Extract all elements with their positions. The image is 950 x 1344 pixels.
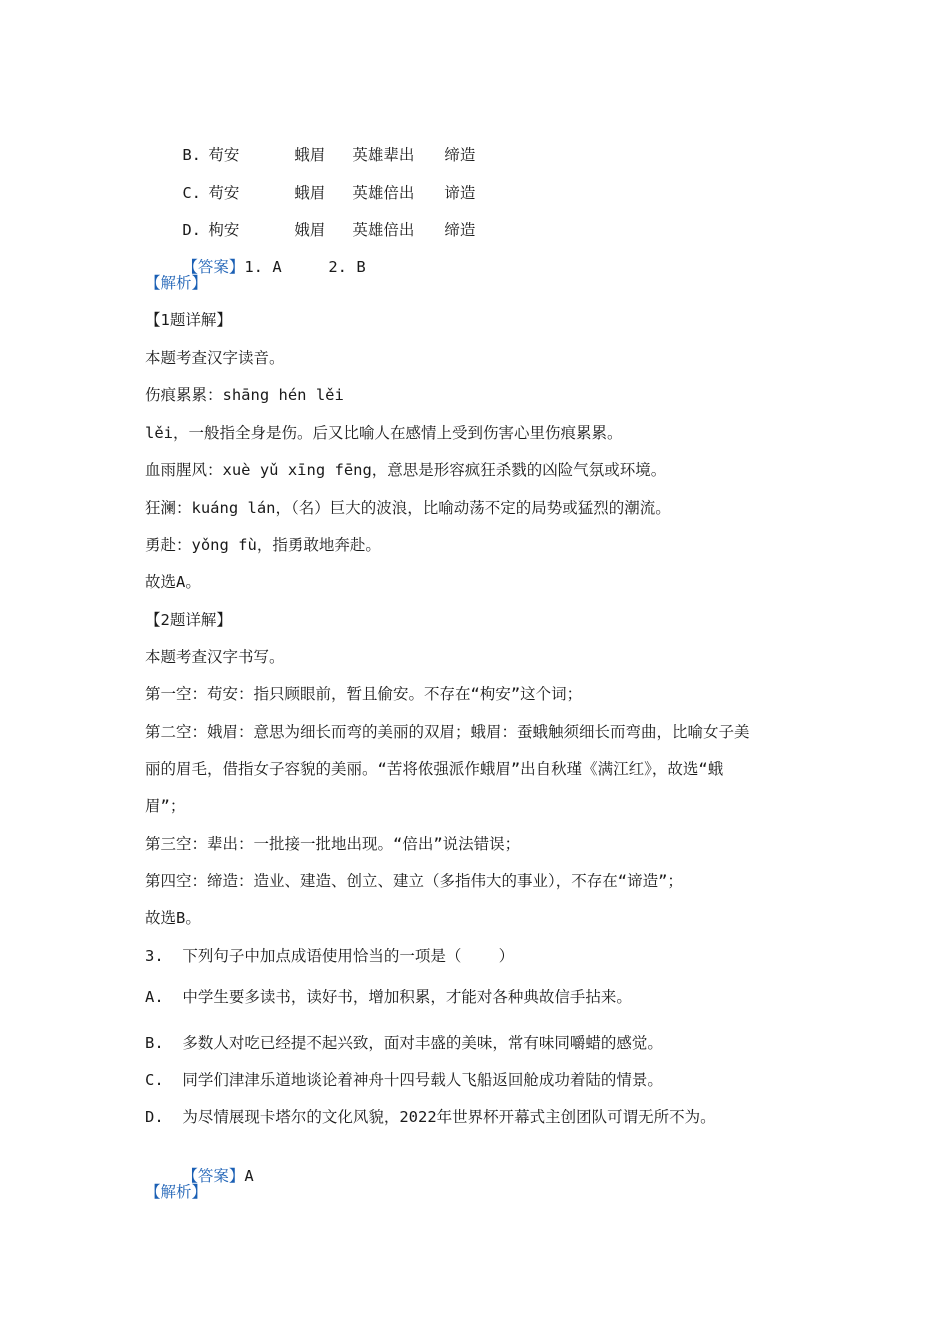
answer-tag: 【答案】 (182, 1167, 245, 1185)
detail-1-line: 勇赴：yǒng fù，指勇敢地奔赴。 (145, 536, 381, 554)
answer-text: A (244, 1167, 254, 1185)
analysis-tag: 【解析】 (145, 274, 208, 292)
answer-text: 1. A 2. B (244, 258, 366, 276)
option-b: B. 苟安 蛾眉 英雄辈出 缔造 (182, 146, 476, 164)
detail-1-line: 血雨腥风：xuè yǔ xīng fēng，意思是形容疯狂杀戮的凶险气氛或环境。 (145, 461, 667, 479)
detail-1-line: 伤痕累累：shāng hén lěi (145, 386, 344, 404)
detail-2-line: 故选B。 (145, 909, 201, 927)
question-3-option: C. 同学们津津乐道地谈论着神舟十四号载人飞船返回舱成功着陆的情景。 (145, 1071, 663, 1089)
option-d: D. 枸安 娥眉 英雄倍出 缔造 (182, 221, 476, 239)
detail-1-line: lěi，一般指全身是伤。后又比喻人在感情上受到伤害心里伤痕累累。 (145, 424, 623, 442)
detail-1-line: 本题考查汉字读音。 (145, 349, 285, 367)
detail-2-heading: 【2题详解】 (145, 611, 232, 629)
question-3-stem: 3. 下列句子中加点成语使用恰当的一项是（ ） (145, 947, 515, 965)
detail-2-line: 第三空：辈出：一批接一批地出现。“倍出”说法错误； (145, 835, 521, 853)
option-c: C. 苟安 蛾眉 英雄倍出 谛造 (182, 184, 476, 202)
detail-2-line: 眉”； (145, 797, 186, 815)
detail-2-line: 第二空：娥眉：意思为细长而弯的美丽的双眉；蛾眉：蚕蛾触须细长而弯曲，比喻女子美 (145, 723, 750, 741)
detail-1-heading: 【1题详解】 (145, 311, 232, 329)
detail-2-line: 本题考查汉字书写。 (145, 648, 285, 666)
question-3-option: B. 多数人对吃已经提不起兴致，面对丰盛的美味，常有味同嚼蜡的感觉。 (145, 1034, 663, 1052)
question-3-option: D. 为尽情展现卡塔尔的文化风貌，2022年世界杯开幕式主创团队可谓无所不为。 (145, 1108, 716, 1126)
analysis-tag: 【解析】 (145, 1183, 208, 1201)
detail-2-line: 第一空：苟安：指只顾眼前，暂且偷安。不存在“枸安”这个词； (145, 685, 583, 703)
answer-tag: 【答案】 (182, 258, 245, 276)
detail-1-line: 故选A。 (145, 573, 201, 591)
detail-1-line: 狂澜：kuáng lán，（名）巨大的波浪，比喻动荡不定的局势或猛烈的潮流。 (145, 499, 671, 517)
question-3-option: A. 中学生要多读书，读好书，增加积累，才能对各种典故信手拈来。 (145, 988, 632, 1006)
detail-2-line: 丽的眉毛，借指女子容貌的美丽。“苦将侬强派作蛾眉”出自秋瑾《满江红》，故选“蛾 (145, 760, 724, 778)
detail-2-line: 第四空：缔造：造业、建造、创立、建立（多指伟大的事业），不存在“谛造”； (145, 872, 683, 890)
